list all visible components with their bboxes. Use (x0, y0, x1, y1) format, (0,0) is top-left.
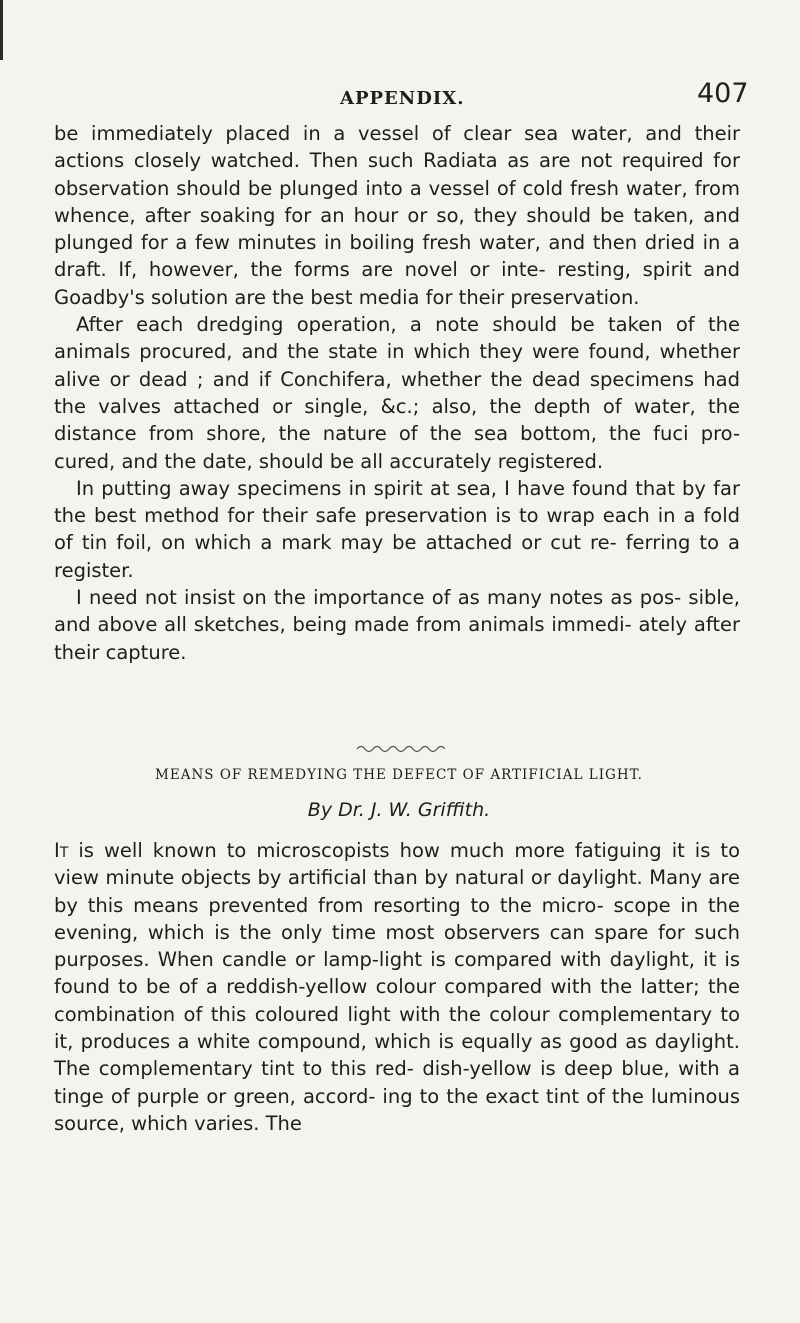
page-number: 407 (697, 78, 749, 109)
paragraph: In putting away specimens in spirit at sea, I have found that by far the best method for their safe preservation is to wrap each in a fold of tin foil, on which a mark may be attached or cut re- ferring to a register. (54, 476, 740, 582)
paragraph: After each dredging operation, a note should be taken of the animals procured, and the state in which they were found, whether alive or dead ; and if Conchifera, whether the dead specimens had the valves attached or single, &c.; also, the depth of water, the distance from shore, the nature of the sea bottom, the fuci pro- cured, and the date, should be all accurately registered. (54, 313, 740, 473)
lead-word: It (54, 839, 69, 862)
paragraph-text: is well known to microscopists how much more fatiguing it is to view minute objects by artificial than by natural or daylight. Many are by this means prevented from resorting to the micro- scope in the evening, which is the only time most observers can spare for such purposes. When candle or lamp-light is compared with daylight, it is found to be of a reddish-yellow colour compared with the latter; the combination of this coloured light with the colour complementary to it, produces a white compound, which is equally as good as daylight. The complementary tint to this red- dish-yellow is deep blue, with a tinge of purple or green, accord- ing to the exact tint of the luminous source, which varies. The (54, 839, 740, 1135)
paragraph: I need not insist on the importance of as many notes as pos- sible, and above all sketches, being made from animals immedi- ately after their capture. (54, 586, 740, 664)
page-header (0, 78, 800, 118)
section-title: MEANS OF REMEDYING THE DEFECT OF ARTIFICIAL LIGHT. (155, 767, 643, 783)
paragraph (54, 837, 740, 1137)
running-head: APPENDIX. (340, 88, 465, 109)
section-body (54, 837, 740, 1137)
body-text (54, 120, 740, 666)
wavy-divider-ornament (355, 742, 445, 756)
page-edge (0, 0, 3, 60)
byline: By Dr. J. W. Griffith. (307, 799, 491, 821)
paragraph: be immediately placed in a vessel of clear sea water, and their actions closely watched. Then such Radiata as are not required for observation should be plunged into a vessel of cold fresh water, from whence, after soaking for an hour or so, they should be taken, and plunged for a few minutes in boiling fresh water, and then dried in a draft. If, however, the forms are novel or inte- resting, spirit and Goadby's solution are the best media for their preservation. (54, 122, 740, 309)
